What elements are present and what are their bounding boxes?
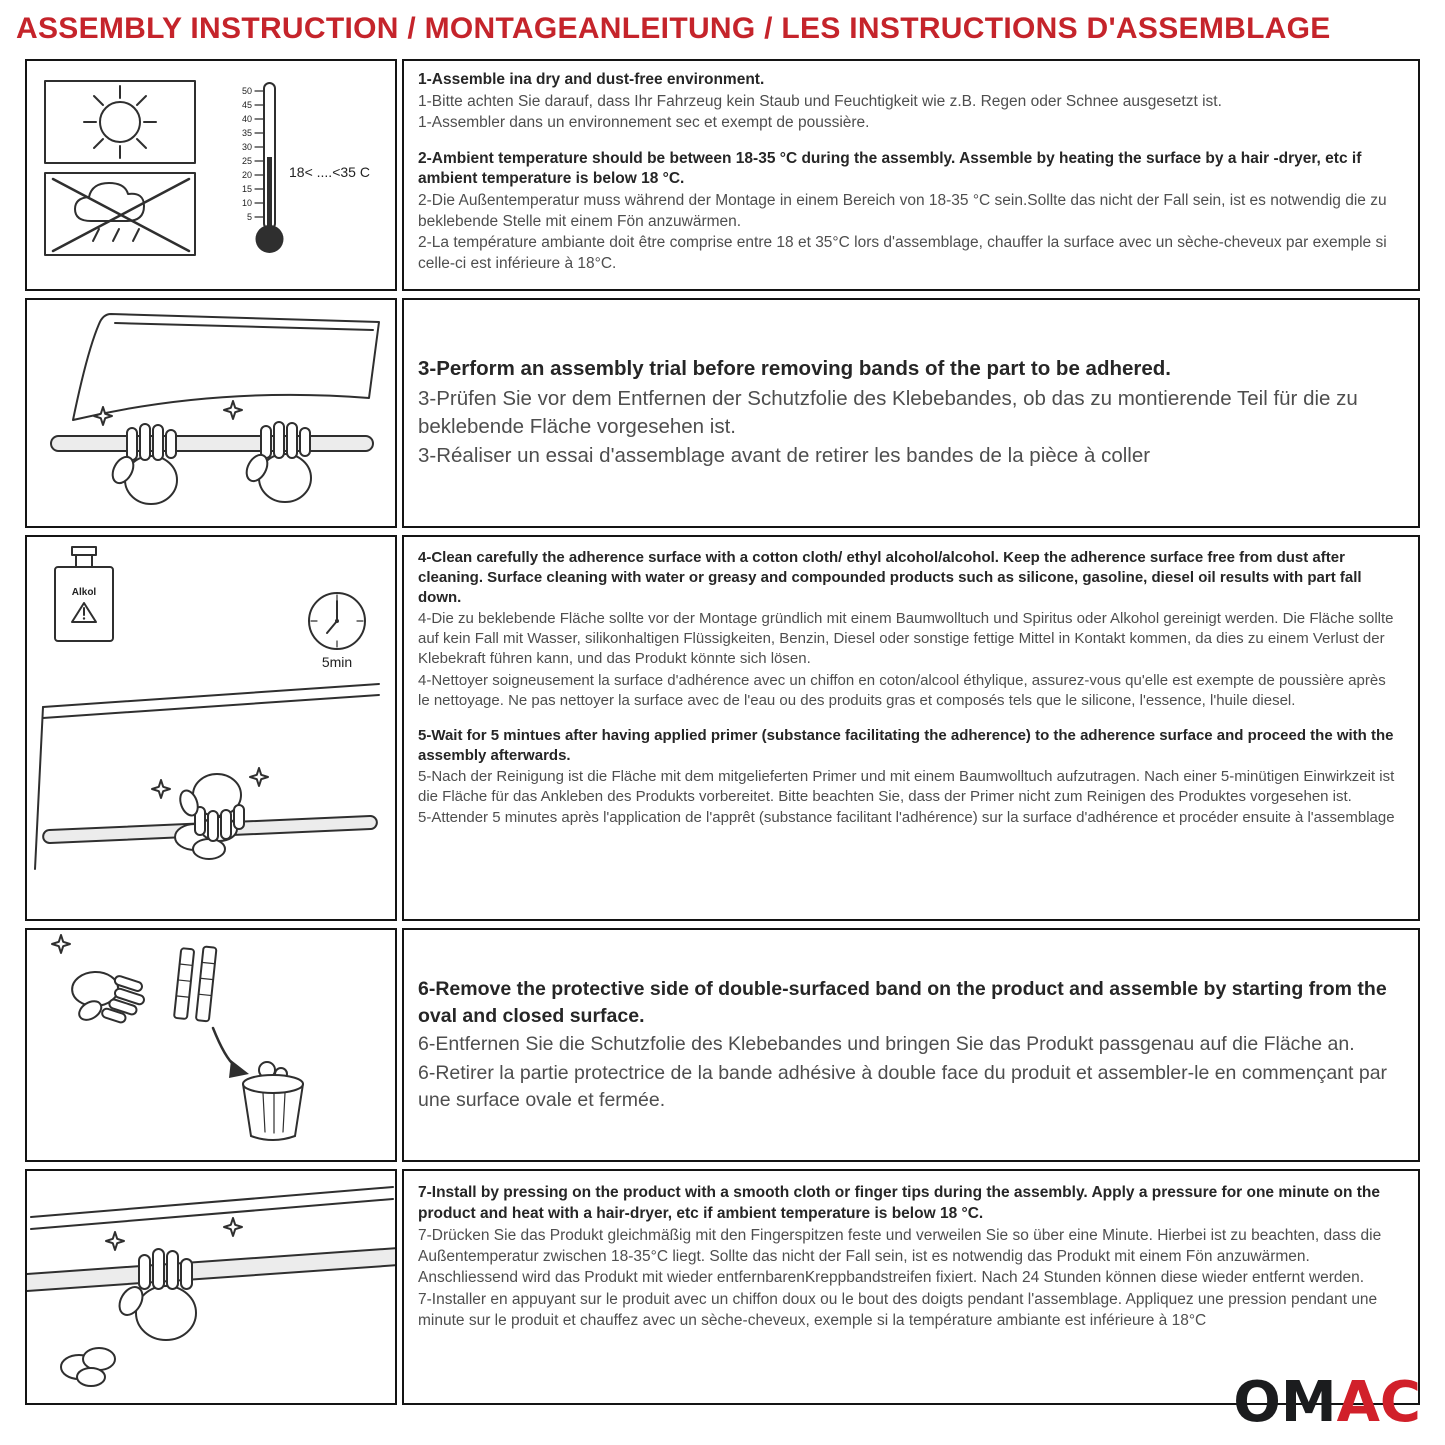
sparkle-icon bbox=[52, 935, 70, 953]
step-3-row bbox=[25, 298, 1420, 528]
cleaning-illustration bbox=[25, 535, 397, 921]
warning-triangle-icon bbox=[72, 603, 96, 622]
environment-temperature-drawing bbox=[27, 61, 395, 289]
instruction-paragraph: 5-Nach der Reinigung ist die Fläche mit dem mitgelieferten Primer und mit einem Baumwolltuch aufzutragen. Nach einer 5-minütigen Einwirkzeit ist die Fläche für das Ankleben des Produkts vorbereitet. Bitte beachten Sie, dass der Primer nicht zum Reinigen des Produktes vorgesehen ist. bbox=[418, 767, 1395, 806]
instruction-paragraph: 3-Prüfen Sie vor dem Entfernen der Schutzfolie des Klebebandes, ob das zu montierende Teil für die zu beklebende Fläche vorgesehen ist. bbox=[418, 386, 1358, 438]
tick-label: 35 bbox=[241, 128, 252, 138]
step-7-row bbox=[25, 1169, 1420, 1405]
trash-bin-icon bbox=[243, 1062, 303, 1140]
tick-label: 25 bbox=[241, 156, 252, 166]
instruction-paragraph: 7-Install by pressing on the product with a smooth cloth or finger tips during the assembly. Apply a pressure for one minute on the product and heat with a hair-dryer, etc if ambient temperature is below 18 °C. bbox=[418, 1184, 1380, 1223]
right-hand-icon bbox=[242, 422, 311, 502]
sparkle-icon bbox=[224, 1218, 242, 1236]
band-removal-illustration bbox=[25, 928, 397, 1162]
temperature-range-label: 18< ....<35 C bbox=[289, 164, 370, 180]
omac-logo-black: OM bbox=[1233, 1370, 1337, 1435]
clock-icon bbox=[309, 593, 365, 649]
thermometer-icon bbox=[242, 83, 284, 253]
instruction-paragraph: 6-Entfernen Sie die Schutzfolie des Klebebandes und bringen Sie das Produkt passgenau auf die Fläche an. bbox=[418, 1033, 1355, 1056]
omac-logo bbox=[1233, 1370, 1421, 1435]
page-title: ASSEMBLY INSTRUCTION / MONTAGEANLEITUNG / LES INSTRUCTIONS D'ASSEMBLAGE bbox=[16, 12, 1331, 45]
omac-logo-red: AC bbox=[1336, 1370, 1421, 1435]
sparkle-icon bbox=[250, 768, 268, 786]
sparkle-icon bbox=[106, 1232, 124, 1250]
instruction-paragraph: 1-Bitte achten Sie darauf, dass Ihr Fahrzeug kein Staub und Feuchtigkeit wie z.B. Regen oder Schnee ausgesetzt ist. bbox=[418, 92, 1222, 110]
window-frame-illustration bbox=[31, 1187, 393, 1229]
arrow-down-icon bbox=[213, 1028, 249, 1078]
pressing-drawing bbox=[27, 1171, 395, 1403]
no-rain-icon bbox=[53, 179, 189, 251]
alcohol-bottle-icon bbox=[55, 547, 113, 641]
trim-strip bbox=[51, 436, 373, 451]
step-6-text bbox=[402, 928, 1420, 1162]
environment-temperature-illustration bbox=[25, 59, 397, 291]
instruction-paragraph: 6-Retirer la partie protectrice de la bande adhésive à double face du produit et assembler-le en commençant par une surface ovale et fermée. bbox=[418, 1061, 1388, 1111]
tick-label: 20 bbox=[241, 170, 252, 180]
instruction-paragraph: 2-Die Außentemperatur muss während der Montage in einem Bereich von 18-35 °C sein.Sollte das nicht der Fall sein, ist es notwendig die zu beklebende Stelle mit einem Fön anzuwärmen. bbox=[418, 192, 1387, 230]
cleaning-drawing bbox=[27, 537, 395, 919]
instruction-paragraph: 4-Die zu beklebende Fläche sollte vor der Montage gründlich mit einem Baumwolltuch und Spiritus oder Alkohol gereinigt werden. Die Fläche sollte auf kein Fall mit Wasser, silikonhaltigen Flüssigkeiten, Benzin, Diesel oder sonstige fettige Mittel in Kontakt kommen, da dies zu einem Verlust der Klebekraft führen kann, und das Produkt könnte sich lösen. bbox=[418, 610, 1394, 668]
instruction-paragraph: 4-Clean carefully the adherence surface with a cotton cloth/ ethyl alcohol/alcohol. Keep the adherence surface free from dust after cleaning. Surface cleaning with water or greasy and compounded products such as silicone, gasoline, diesel oil results with part fall down. bbox=[418, 549, 1362, 607]
step-4-5-row bbox=[25, 535, 1420, 921]
instruction-paragraph: 7-Drücken Sie das Produkt gleichmäßig mit den Fingerspitzen feste und verweilen Sie so über eine Minute. Hierbei ist zu beachten, dass die Außentemperatur zwischen 18-35°C liegt. Sollte das nicht der Fall sein, ist es notwendig das Produkt mit einem Fön anzuwärmen. Anschliessend wird das Produkt mit wieder entfernbarenKreppbandstreifen fixiert. Nach 24 Stunden können diese wieder entfernt werden. bbox=[418, 1227, 1382, 1287]
sparkle-icon bbox=[152, 780, 170, 798]
instruction-paragraph: 6-Remove the protective side of double-surfaced band on the product and assemble by starting from the oval and closed surface. bbox=[418, 977, 1387, 1028]
pressing-hand-icon bbox=[115, 1249, 196, 1340]
sun-icon bbox=[84, 86, 156, 158]
tick-label: 10 bbox=[241, 198, 252, 208]
tick-label: 50 bbox=[241, 86, 252, 96]
instruction-paragraph: 2-La température ambiante doit être comprise entre 18 et 35°C lors d'assemblage, chauffer la surface avec un sèche-cheveux par exemple si celle-ci est inférieure à 18°C. bbox=[418, 234, 1387, 272]
instruction-paragraph: 2-Ambient temperature should be between 18-35 °C during the assembly. Assemble by heating the surface by a hair -dryer, etc if ambient temperature is below 18 °C. bbox=[418, 149, 1362, 188]
instruction-paragraph: 5-Attender 5 minutes après l'application de l'apprêt (substance facilitant l'adhérence) sur la surface d'adhérence et procéder ensuite à l'assemblage bbox=[418, 809, 1395, 827]
tick-label: 15 bbox=[241, 184, 252, 194]
sparkle-icon bbox=[94, 407, 112, 425]
tick-label: 5 bbox=[246, 212, 252, 222]
bottle-label: Alkol bbox=[71, 587, 97, 598]
instruction-paragraph: 7-Installer en appuyant sur le produit avec un chiffon doux ou le bout des doigts pendant l'assemblage. Appliquez une pression pendant une minute sur le produit et chauffez avec un sèche-cheveux, exemple si la température ambiante est inférieure à 18°C bbox=[418, 1291, 1378, 1330]
pressing-illustration bbox=[25, 1169, 397, 1405]
adhesive-strips-icon bbox=[174, 944, 217, 1021]
instruction-paragraph: 1-Assemble ina dry and dust-free environment. bbox=[418, 71, 765, 88]
instruction-paragraph: 3-Réaliser un essai d'assemblage avant de retirer les bandes de la pièce à coller bbox=[418, 444, 1151, 468]
step-3-text bbox=[402, 298, 1420, 528]
instruction-paragraph: 1-Assembler dans un environnement sec et exempt de poussière. bbox=[418, 114, 870, 132]
tick-label: 40 bbox=[241, 114, 252, 124]
band-removal-drawing bbox=[27, 930, 395, 1160]
trim-strip bbox=[27, 1247, 395, 1292]
step-1-2-row bbox=[25, 59, 1420, 291]
clock-label: 5min bbox=[321, 654, 353, 670]
cloth-icon bbox=[61, 1348, 115, 1386]
instruction-sheet bbox=[0, 59, 1445, 1405]
sparkle-icon bbox=[224, 401, 242, 419]
peeling-hand-icon bbox=[58, 958, 150, 1039]
instruction-paragraph: 3-Perform an assembly trial before removing bands of the part to be adhered. bbox=[418, 357, 1171, 381]
step-1-2-text bbox=[402, 59, 1420, 291]
assembly-trial-illustration bbox=[25, 298, 397, 528]
instruction-paragraph: 5-Wait for 5 mintues after having applied primer (substance facilitating the adherence) to the adherence surface and proceed the with the assembly afterwards. bbox=[418, 726, 1394, 764]
step-4-5-text bbox=[402, 535, 1420, 921]
tick-label: 45 bbox=[241, 100, 252, 110]
step-6-row bbox=[25, 928, 1420, 1162]
instruction-paragraph: 4-Nettoyer soigneusement la surface d'adhérence avec un chiffon en coton/alcool éthylique, assurez-vous qu'elle est exempte de poussière après le nettoyage. Ne pas nettoyer la surface avec de l'eau ou des produits gras et composés tels que le silicone, l'essence, l'huile diesel. bbox=[418, 671, 1386, 709]
window-illustration bbox=[73, 314, 379, 420]
window-trim-drawing bbox=[27, 300, 395, 526]
tick-label: 30 bbox=[241, 142, 252, 152]
